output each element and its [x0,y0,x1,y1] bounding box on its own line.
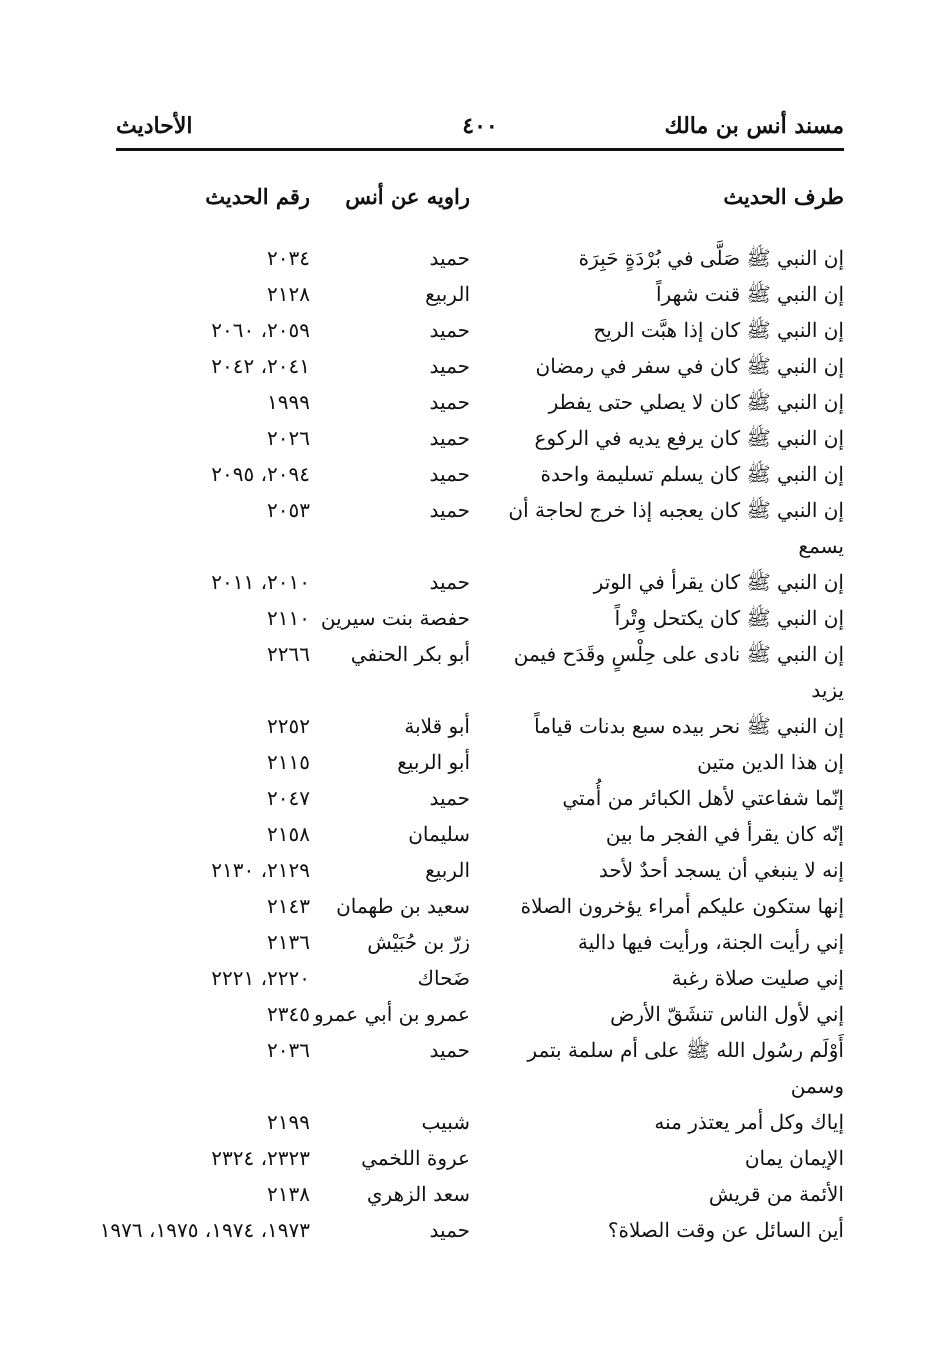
hadith-text: إن النبي ﷺ صَلَّى في بُرْدَةٍ حَبِرَة [578,246,844,270]
hadith-text: إني صليت صلاة رغبة [671,966,844,990]
hadith-number: ٢١٣٦ [267,930,310,954]
narrator: حميد [429,318,470,342]
hadith-text: إن النبي ﷺ كان إذا هبَّت الريح [593,318,844,342]
narrator: ضَحاك [417,966,470,990]
table-row [60,564,844,600]
page-header [116,108,844,151]
hadith-text: إنها ستكون عليكم أمراء يؤخرون الصلاة [520,894,844,918]
narrator: حميد [429,354,470,378]
table-row [60,1212,844,1284]
hadith-text: أين السائل عن وقت الصلاة؟ [607,1218,844,1242]
hadith-text: إنه لا ينبغي أن يسجد أحدٌ لأحد [598,858,844,882]
hadith-number: ٢٠٣٤ [267,246,310,270]
hadith-number: ٢١١٠ [267,606,310,630]
narrator: سليمان [408,822,470,846]
narrator: حميد [429,570,470,594]
hadith-number: ٢١١٥ [267,750,310,774]
hadith-text: إن النبي ﷺ كان لا يصلي حتى يفطر [548,390,844,414]
table-row [60,456,844,492]
table-row [60,816,844,852]
hadith-number: ٢١٤٣ [267,894,310,918]
table-row [60,852,844,888]
hadith-number: ٢٠٤١، ٢٠٤٢ [211,354,310,378]
table-row [60,348,844,384]
hadith-number: ٢١٩٩ [267,1110,310,1134]
narrator: حميد [429,246,470,270]
table-row [60,276,844,312]
hadith-text: إن هذا الدين متين [697,750,844,774]
table-row [60,312,844,348]
hadith-text: إن النبي ﷺ قنت شهراً [655,282,844,306]
hadith-number: ٢١٣٨ [267,1182,310,1206]
table-row [60,600,844,636]
table-row [60,384,844,420]
hadith-text: إن النبي ﷺ كان في سفر في رمضان [535,354,844,378]
column-header-narrator: راويه عن أنس [345,184,470,209]
column-header-text: طرف الحديث [723,184,844,209]
narrator: عروة اللخمي [361,1146,470,1170]
narrator: حميد [429,426,470,450]
hadith-text: إن النبي ﷺ كان يسلم تسليمة واحدة [540,462,844,486]
hadith-number: ٢١٢٩، ٢١٣٠ [211,858,310,882]
table-row [60,1032,844,1104]
table-row [60,1104,844,1140]
narrator: سعد الزهري [366,1182,470,1206]
hadith-number: ١٩٧٣، ١٩٧٤، ١٩٧٥، ١٩٧٦ [99,1218,310,1242]
narrator: حميد [429,786,470,810]
hadith-number: ٢٠٣٦ [267,1038,310,1062]
narrator: سعيد بن طهمان [336,894,470,918]
hadith-number: ٢٠٥٩، ٢٠٦٠ [211,318,310,342]
hadith-text: إني رأيت الجنة، ورأيت فيها دالية [577,930,844,954]
hadith-number: ٢٢٥٢ [267,714,310,738]
hadith-number: ٢٠٥٣ [267,498,310,522]
hadith-number: ٢٠٢٦ [267,426,310,450]
hadith-text: إن النبي ﷺ كان يرفع يديه في الركوع [534,426,844,450]
table-row [60,240,844,276]
narrator: زرّ بن حُبَيْش [367,930,470,954]
hadith-number: ٢٢٦٦ [267,642,310,666]
table-row [60,708,844,744]
table-row [60,1176,844,1212]
table-row [60,492,844,564]
narrator: حميد [429,462,470,486]
narrator: شبيب [421,1110,470,1134]
hadith-number: ١٩٩٩ [267,390,310,414]
hadith-number: ٢٣٤٥ [267,1002,310,1026]
hadith-text: أَوْلَم رسُول الله ﷺ على أم سلمة بتمر وسمن [527,1038,844,1098]
table-row [60,960,844,996]
hadith-text: الأئمة من قريش [708,1182,844,1206]
narrator: أبو قلابة [404,714,470,738]
hadith-number: ٢٣٢٣، ٢٣٢٤ [211,1146,310,1170]
hadith-number: ٢١٢٨ [267,282,310,306]
hadith-number: ٢٠١٠، ٢٠١١ [211,570,310,594]
table-row [60,924,844,960]
book-title: مسند أنس بن مالك [664,113,844,139]
table-row [60,1140,844,1176]
narrator: حميد [429,1038,470,1062]
hadith-text: إن النبي ﷺ كان يقرأ في الوتر [593,570,844,594]
table-row [60,420,844,456]
hadith-number: ٢١٥٨ [267,822,310,846]
hadith-index-table [60,240,844,1284]
table-row [60,888,844,924]
hadith-number: ٢٠٩٤، ٢٠٩٥ [211,462,310,486]
narrator: حميد [429,498,470,522]
hadith-text: إن النبي ﷺ نحر بيده سبع بدنات قياماً [534,714,844,738]
table-row [60,996,844,1032]
hadith-text: إن النبي ﷺ كان يعجبه إذا خرج لحاجة أن يسمع [508,498,844,558]
table-row [60,780,844,816]
column-headers [116,184,844,216]
narrator: الربيع [425,282,470,306]
table-row [60,744,844,780]
hadith-number: ٢٢٢٠، ٢٢٢١ [211,966,310,990]
narrator: أبو الربيع [397,750,470,774]
page-number: ٤٠٠ [462,113,498,139]
narrator: الربيع [425,858,470,882]
hadith-number: ٢٠٤٧ [267,786,310,810]
hadith-text: إن النبي ﷺ نادى على حِلْسٍ وقَدَح فيمن يزيد [513,642,844,702]
hadith-text: إنّه كان يقرأ في الفجر ما بين [605,822,844,846]
hadith-text: الإيمان يمان [744,1146,844,1170]
narrator: حميد [429,390,470,414]
hadith-text: إياك وكل أمر يعتذر منه [654,1110,844,1134]
column-header-number: رقم الحديث [205,184,310,209]
narrator: حميد [429,1218,470,1242]
hadith-text: إني لأول الناس تنشَقّ الأرض [610,1002,844,1026]
table-row [60,636,844,708]
narrator: عمرو بن أبي عمرو [313,1002,470,1026]
narrator: حفصة بنت سيرين [320,606,470,630]
hadith-text: إنّما شفاعتي لأهل الكبائر من أُمتي [562,786,844,810]
hadith-text: إن النبي ﷺ كان يكتحل وِتْراً [614,606,844,630]
section-title: الأحاديث [116,113,193,139]
narrator: أبو بكر الحنفي [350,642,470,666]
